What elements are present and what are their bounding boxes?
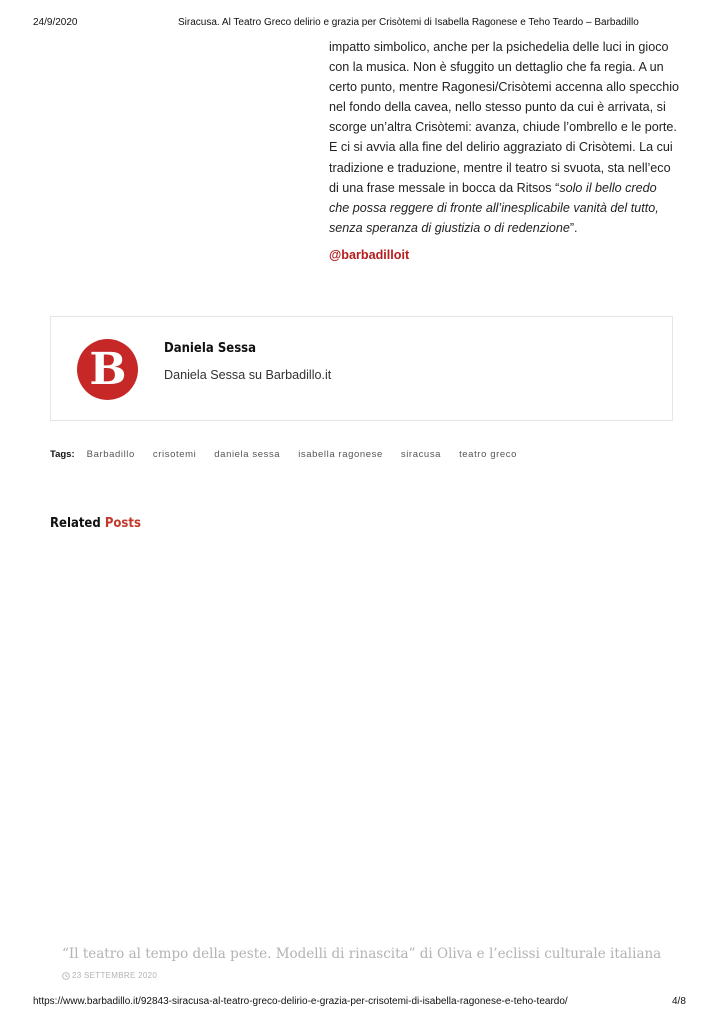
tag-link[interactable]: isabella ragonese [298, 449, 383, 460]
tag-link[interactable]: siracusa [400, 449, 442, 460]
article-text-end: ”. [569, 220, 578, 235]
author-description: Daniela Sessa su Barbadillo.it [164, 368, 332, 382]
related-post-title[interactable]: “Il teatro al tempo della peste. Modelli di rinascita” di Oliva e l’eclissi culturale italiana [62, 946, 662, 962]
tag-link[interactable]: crisotemi [152, 449, 197, 460]
related-post-date-text: 23 SETTEMBRE 2020 [72, 971, 158, 980]
print-page-number: 4/8 [672, 996, 686, 1007]
related-post-date [62, 971, 157, 980]
barbadillo-logo-letter: B [89, 344, 127, 395]
related-heading-accent: Posts [104, 516, 141, 531]
author-box [50, 316, 673, 421]
article-quote: solo il bello credo che possa reggere di fronte all’inesplicabile vanità del tutto, senza speranza di giustizia o di redenzione [329, 180, 659, 235]
article-paragraph [329, 37, 679, 238]
tag-link[interactable]: daniela sessa [214, 449, 281, 460]
twitter-handle-link[interactable]: @barbadilloit [329, 248, 410, 262]
tag-link[interactable]: Barbadillo [86, 449, 135, 460]
article-text-plain: impatto simbolico, anche per la psichedelia delle luci in gioco con la musica. Non è sfuggito un dettaglio che fa regia. A un certo punto, mentre Ragonesi/Crisòtemi accenna allo specchio nel fondo della cavea, nello stesso punto da cui è arrivata, si scorge un’altra Crisòtemi: avanza, chiude l’ombrello e le porte. E ci si avvia alla fine del delirio aggraziato di Crisòtemi. La cui tradizione e traduzione, mentre il teatro si svuota, sta nell’eco di una frase messale in bocca da Ritsos “ [329, 40, 680, 195]
print-date: 24/9/2020 [33, 17, 78, 28]
tags-list [50, 449, 535, 460]
related-posts-heading [50, 516, 141, 531]
print-url: https://www.barbadillo.it/92843-siracusa-al-teatro-greco-delirio-e-grazia-per-crisotemi-di-isabella-ragonese-e-teho-teardo/ [33, 996, 568, 1007]
related-heading-plain: Related [50, 516, 101, 531]
author-name[interactable]: Daniela Sessa [164, 341, 257, 356]
tags-label: Tags: [50, 449, 75, 460]
print-page-title: Siracusa. Al Teatro Greco delirio e grazia per Crisòtemi di Isabella Ragonese e Teho Teardo – Barbadillo [178, 17, 639, 28]
barbadillo-logo[interactable] [77, 339, 138, 400]
tag-link[interactable]: teatro greco [459, 449, 517, 460]
clock-icon [62, 972, 70, 980]
